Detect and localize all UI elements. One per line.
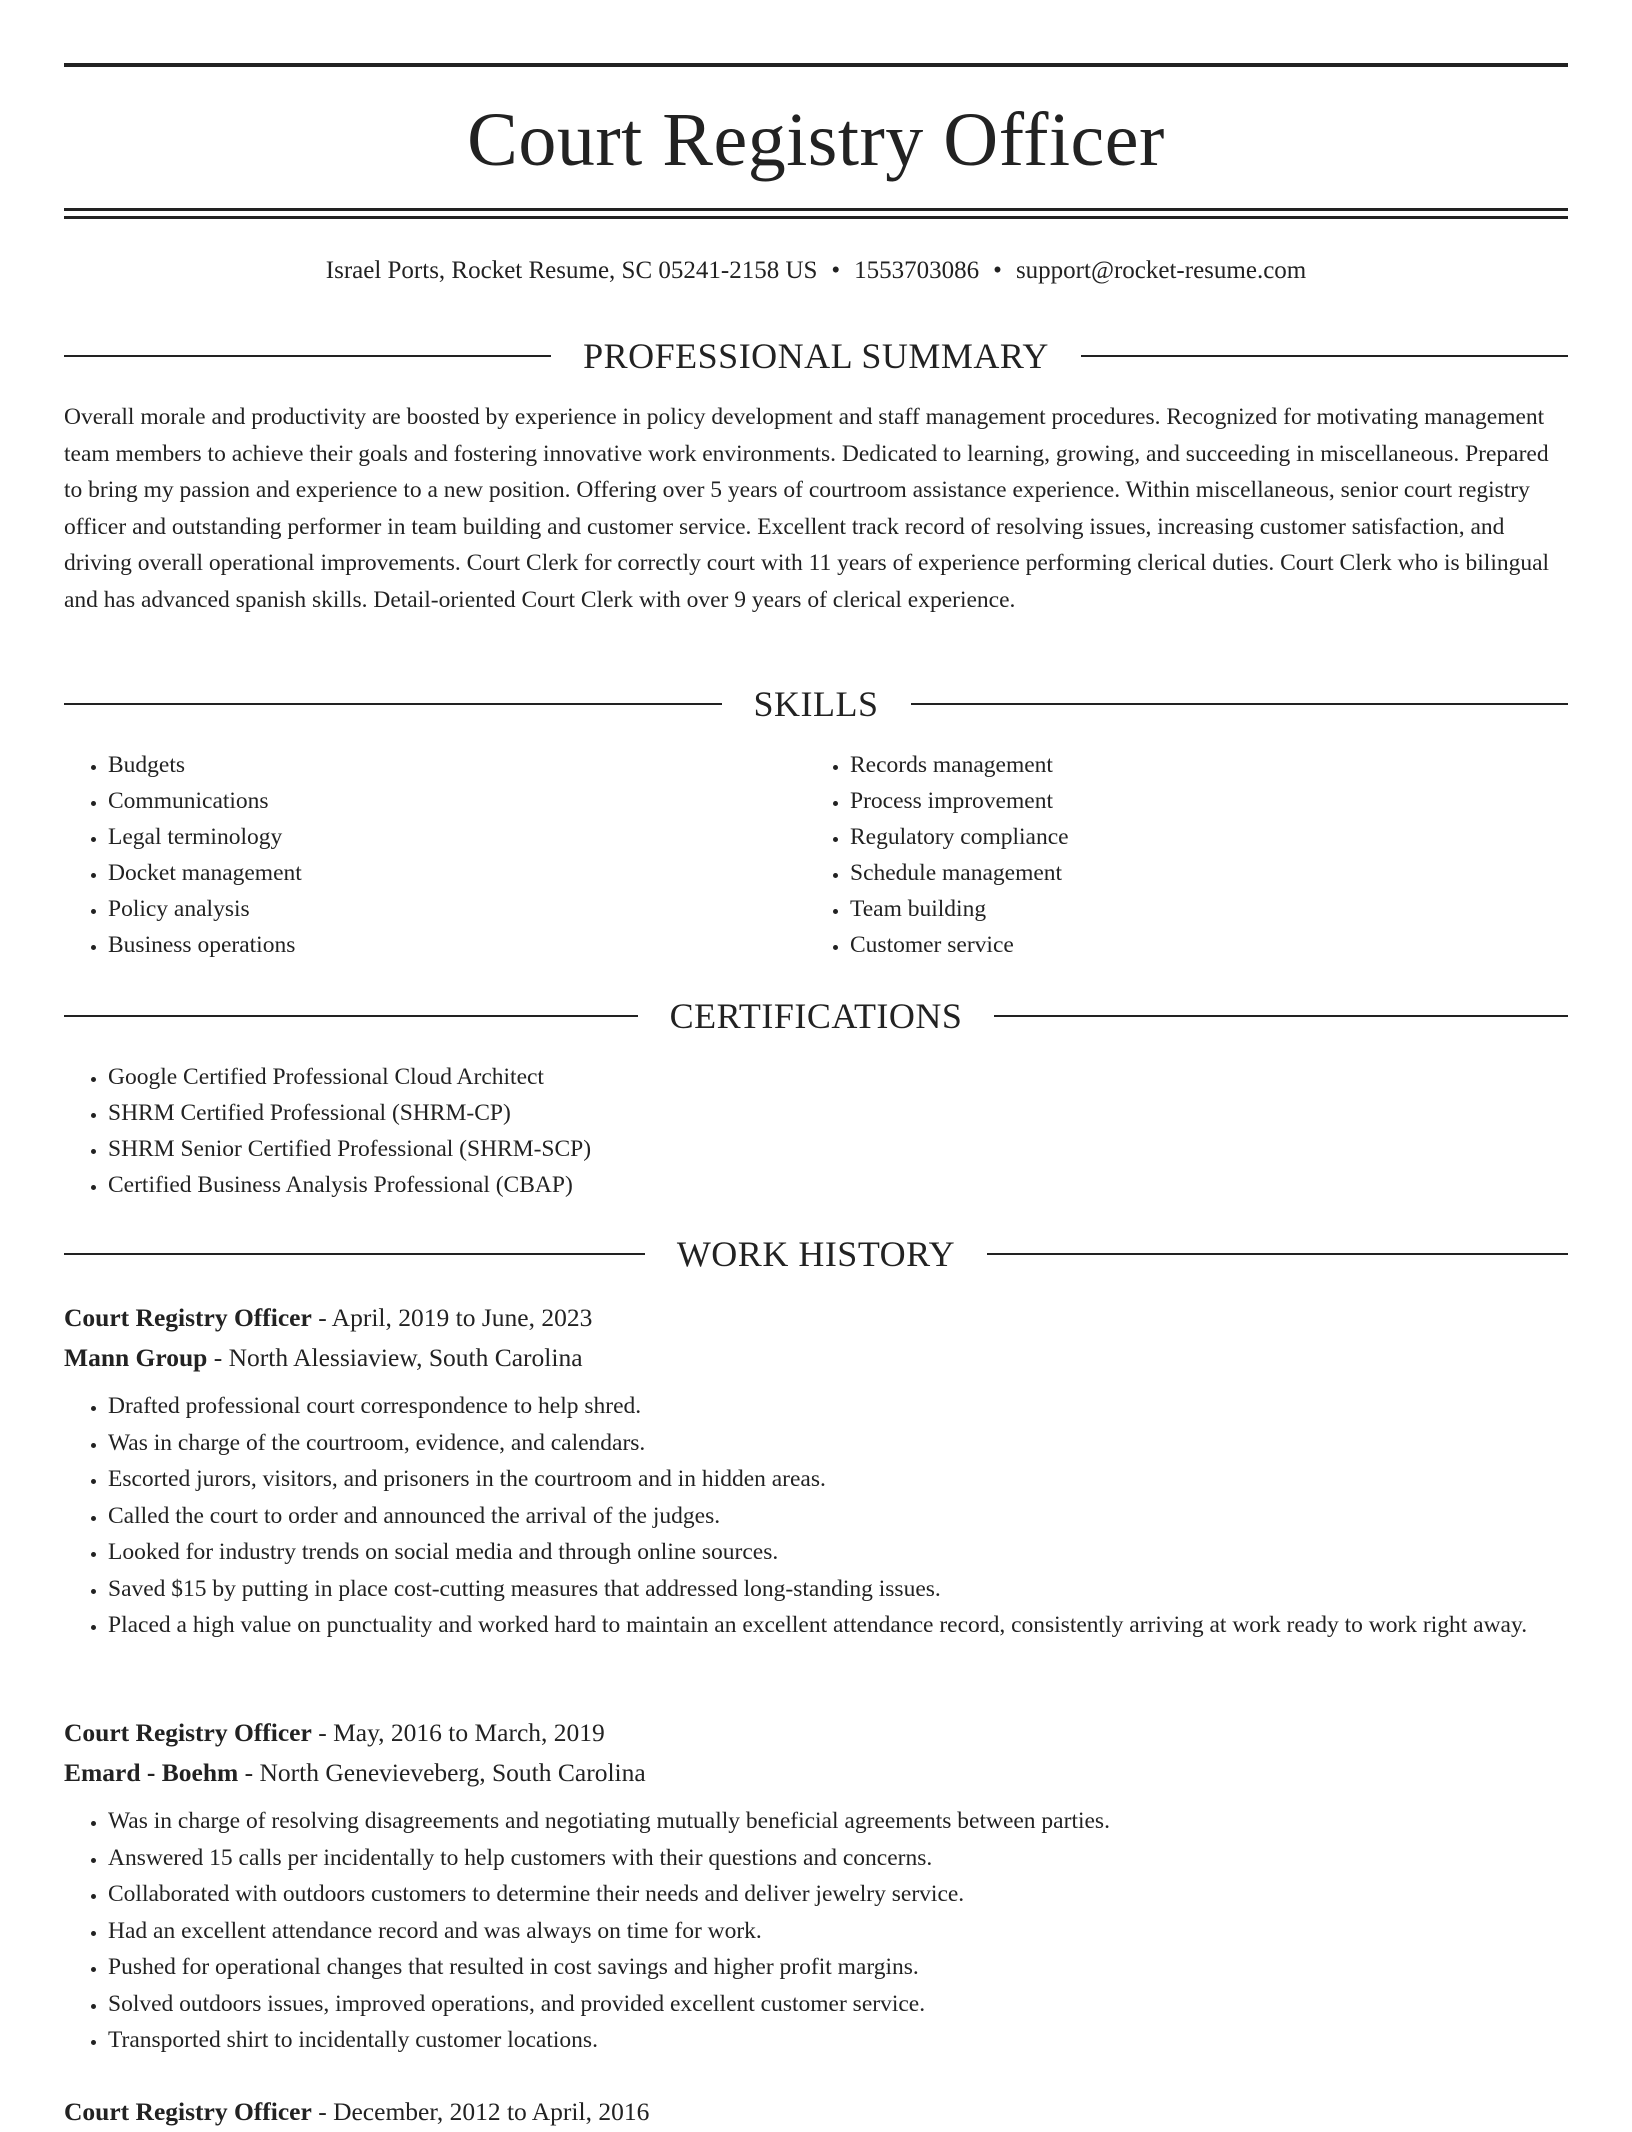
section-rule-right bbox=[994, 1015, 1568, 1017]
job-company: Emard - Boehm bbox=[64, 1758, 239, 1787]
job-title: Court Registry Officer bbox=[64, 1303, 312, 1332]
section-title: CERTIFICATIONS bbox=[669, 996, 963, 1036]
section-heading-summary bbox=[64, 334, 1568, 378]
certification-item: • SHRM Senior Certified Professional (SHRM-SCP) bbox=[108, 1131, 1568, 1167]
certification-item: • Certified Business Analysis Professional (CBAP) bbox=[108, 1167, 1568, 1203]
job-title-line: Court Registry Officer - May, 2016 to March, 2019 bbox=[64, 1718, 605, 1747]
section-rule-left bbox=[64, 355, 551, 357]
skills-column-right bbox=[806, 747, 1546, 963]
section-rule-right bbox=[987, 1253, 1568, 1255]
section-title: WORK HISTORY bbox=[676, 1234, 956, 1274]
section-rule-left bbox=[64, 703, 722, 705]
section-rule-right bbox=[1081, 355, 1568, 357]
job-duty: • Looked for industry trends on social media and through online sources. bbox=[108, 1534, 1568, 1571]
job-company: Mann Group bbox=[64, 1343, 208, 1372]
resume-title: Court Registry Officer bbox=[467, 98, 1165, 182]
skill-item: • Business operations bbox=[108, 927, 804, 963]
skills-list bbox=[64, 747, 804, 963]
skill-item: • Schedule management bbox=[850, 855, 1546, 891]
top-rule bbox=[64, 63, 1568, 67]
summary-paragraph: Overall morale and productivity are boosted by experience in policy development and staff management procedures. Recognized for motivating management team members to achieve their goals and fostering innovative work environments. Dedicated to learning, growing, and succeeding in miscellaneous. Prepared to bring my passion and experience to a new position. Offering over 5 years of courtroom assistance experience. Within miscellaneous, senior court registry officer and outstanding performer in team building and customer service. Excellent track record of resolving issues, increasing customer satisfaction, and driving overall operational improvements. Court Clerk for correctly court with 11 years of experience performing clerical duties. Court Clerk who is bilingual and has advanced spanish skills. Detail-oriented Court Clerk with over 9 years of clerical experience. bbox=[64, 404, 1550, 613]
job-duty: • Collaborated with outdoors customers to determine their needs and deliver jewelry service. bbox=[108, 1876, 1568, 1913]
skill-item: • Process improvement bbox=[850, 783, 1546, 819]
job-title-line: Court Registry Officer - April, 2019 to June, 2023 bbox=[64, 1303, 593, 1332]
skill-item: • Communications bbox=[108, 783, 804, 819]
job-dates: December, 2012 to April, 2016 bbox=[333, 2097, 650, 2126]
job-duty: • Called the court to order and announced the arrival of the judges. bbox=[108, 1498, 1568, 1535]
section-heading-skills bbox=[64, 682, 1568, 726]
section-heading-work-history bbox=[64, 1232, 1568, 1276]
skills-list bbox=[806, 747, 1546, 963]
contact-separator: • bbox=[831, 257, 841, 284]
skill-item: • Team building bbox=[850, 891, 1546, 927]
job-location: North Alessiaview, South Carolina bbox=[228, 1343, 583, 1372]
job-duty: • Had an excellent attendance record and was always on time for work. bbox=[108, 1913, 1568, 1950]
job-duty: • Placed a high value on punctuality and worked hard to maintain an excellent attendance record, consistently arriving at work ready to work right away. bbox=[108, 1607, 1568, 1644]
job-dates: May, 2016 to March, 2019 bbox=[333, 1718, 605, 1747]
job-company-line: Mann Group - North Alessiaview, South Carolina bbox=[64, 1343, 583, 1372]
title-rule-lower bbox=[64, 216, 1568, 219]
section-rule-left bbox=[64, 1015, 638, 1017]
contact-phone: 1553703086 bbox=[854, 257, 980, 284]
job-company-line: Emard - Boehm - North Genevieveberg, South Carolina bbox=[64, 1758, 646, 1787]
skill-item: • Docket management bbox=[108, 855, 804, 891]
section-rule-left bbox=[64, 1253, 645, 1255]
job-duty: • Was in charge of resolving disagreements and negotiating mutually beneficial agreements between parties. bbox=[108, 1803, 1568, 1840]
job-entry bbox=[64, 1713, 1568, 2059]
skill-item: • Budgets bbox=[108, 747, 804, 783]
skill-item: • Records management bbox=[850, 747, 1546, 783]
contact-email: support@rocket-resume.com bbox=[1015, 257, 1307, 284]
title-rule-upper bbox=[64, 208, 1568, 211]
skill-item: • Regulatory compliance bbox=[850, 819, 1546, 855]
skill-item: • Policy analysis bbox=[108, 891, 804, 927]
job-dates: April, 2019 to June, 2023 bbox=[331, 1303, 593, 1332]
skill-item: • Customer service bbox=[850, 927, 1546, 963]
job-duty: • Escorted jurors, visitors, and prisoners in the courtroom and in hidden areas. bbox=[108, 1461, 1568, 1498]
certifications-block bbox=[64, 1059, 1568, 1203]
certification-item: • Google Certified Professional Cloud Architect bbox=[108, 1059, 1568, 1095]
job-duties-list bbox=[64, 1803, 1568, 2059]
job-title-line: Court Registry Officer - December, 2012 to April, 2016 bbox=[64, 2097, 650, 2126]
job-entry bbox=[64, 1298, 1568, 1644]
job-title: Court Registry Officer bbox=[64, 1718, 312, 1747]
skill-item: • Legal terminology bbox=[108, 819, 804, 855]
job-duty: • Transported shirt to incidentally customer locations. bbox=[108, 2022, 1568, 2059]
contact-address: Israel Ports, Rocket Resume, SC 05241-2158 US bbox=[325, 257, 818, 284]
contact-line bbox=[64, 254, 1568, 288]
job-title: Court Registry Officer bbox=[64, 2097, 312, 2126]
job-duty: • Answered 15 calls per incidentally to help customers with their questions and concerns. bbox=[108, 1840, 1568, 1877]
certification-item: • SHRM Certified Professional (SHRM-CP) bbox=[108, 1095, 1568, 1131]
skills-column-left bbox=[64, 747, 804, 963]
job-duty: • Solved outdoors issues, improved operations, and provided excellent customer service. bbox=[108, 1986, 1568, 2023]
job-duty: • Was in charge of the courtroom, evidence, and calendars. bbox=[108, 1425, 1568, 1462]
job-duty: • Drafted professional court correspondence to help shred. bbox=[108, 1388, 1568, 1425]
job-duties-list bbox=[64, 1388, 1568, 1644]
job-duty: • Saved $15 by putting in place cost-cutting measures that addressed long-standing issues. bbox=[108, 1571, 1568, 1608]
section-title: SKILLS bbox=[753, 684, 879, 724]
job-duty: • Pushed for operational changes that resulted in cost savings and higher profit margins. bbox=[108, 1949, 1568, 1986]
job-location: North Genevieveberg, South Carolina bbox=[259, 1758, 646, 1787]
section-heading-certifications bbox=[64, 994, 1568, 1038]
contact-separator: • bbox=[993, 257, 1002, 284]
section-title: PROFESSIONAL SUMMARY bbox=[583, 336, 1049, 376]
certifications-list bbox=[64, 1059, 1568, 1203]
job-entry bbox=[64, 2092, 1568, 2132]
section-rule-right bbox=[911, 703, 1569, 705]
